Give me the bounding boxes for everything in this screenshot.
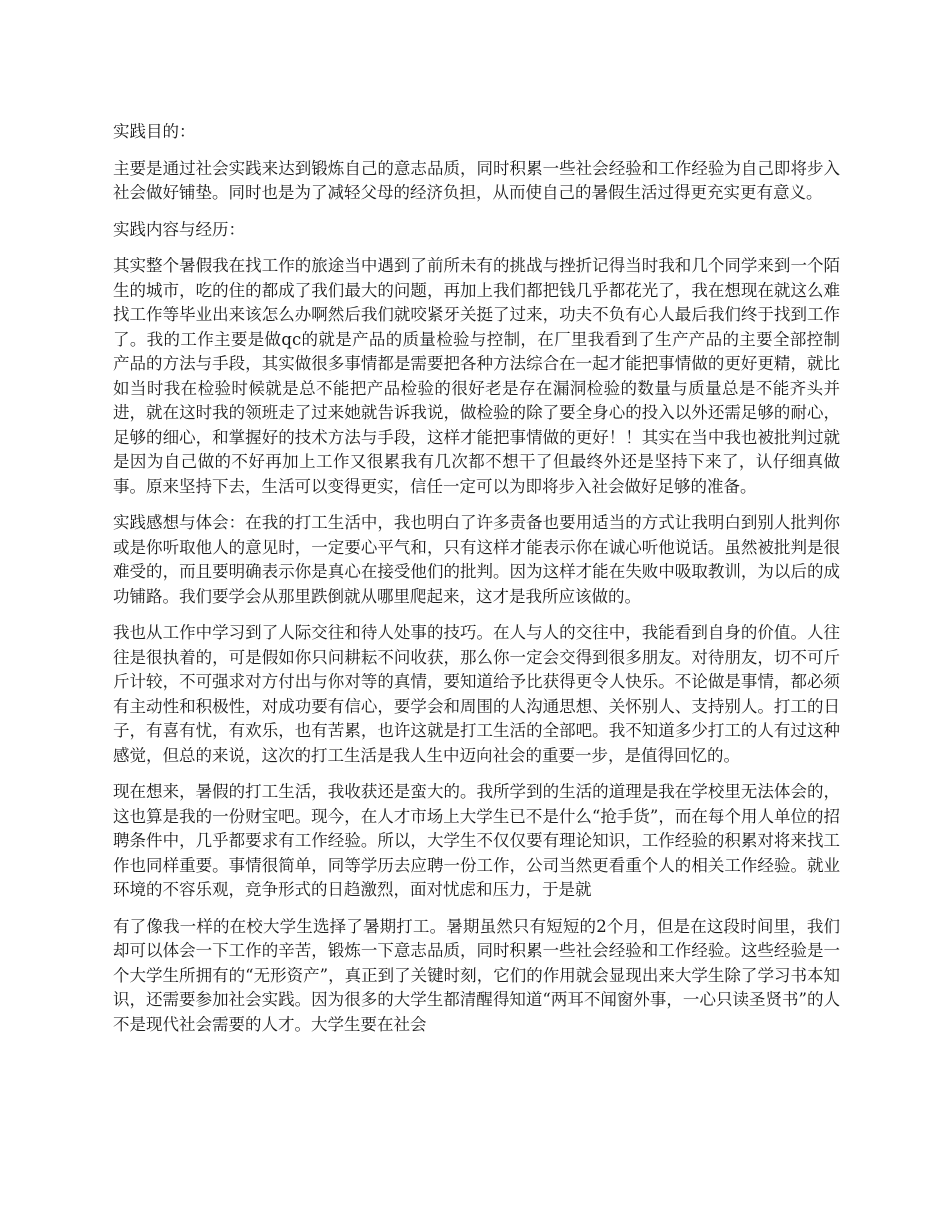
document-page <box>113 120 840 1049</box>
paragraph-content: 其实整个暑假我在找工作的旅途当中遇到了前所未有的挑战与挫折记得当时我和几个同学来到一个陌生的城市，吃的住的都成了我们最大的问题，再加上我们都把钱几乎都花光了，我在想现在就这么难找工作等毕业出来该怎么办啊然后我们就咬紧牙关挺了过来，功夫不负有心人最后我们终于找到工作了。我的工作主要是做qc的就是产品的质量检验与控制，在厂里我看到了生产产品的主要全部控制产品的方法与手段，其实做很多事情都是需要把各种方法综合在一起才能把事情做的更好更精，就比如当时我在检验时候就是总不能把产品检验的很好老是存在漏洞检验的数量与质量总是不能齐头并进，就在这时我的领班走了过来她就告诉我说，做检验的除了要全身心的投入以外还需足够的耐心，足够的细心，和掌握好的技术方法与手段，这样才能把事情做的更好！！其实在当中我也被批判过就是因为自己做的不好再加上工作又很累我有几次都不想干了但最终外还是坚持下来了，认仔细真做事。原来坚持下去，生活可以变得更实，信任一定可以为即将步入社会做好足够的准备。 <box>113 256 840 496</box>
section-heading-content: 实践内容与经历： <box>113 219 245 239</box>
paragraph-interpersonal: 我也从工作中学习到了人际交往和待人处事的技巧。在人与人的交往中，我能看到自身的价值。人往往是很执着的，可是假如你只问耕耘不问收获，那么你一定会交得到很多朋友。对待朋友，切不可斤斤计较，不可强求对方付出与你对等的真情，要知道给予比获得更令人快乐。不论做是事情，都必须有主动性和积极性，对成功要有信心，要学会和周围的人沟通思想、关怀别人、支持别人。打工的日子，有喜有忧，有欢乐，也有苦累，也许这就是打工生活的全部吧。我不知道多少打工的人有过这种感觉，但总的来说，这次的打工生活是我人生中迈向社会的重要一步，是值得回忆的。 <box>113 623 840 765</box>
paragraph-last: 有了像我一样的在校大学生选择了暑期打工。暑期虽然只有短短的2个月，但是在这段时间里，我们却可以体会一下工作的辛苦，锻炼一下意志品质，同时积累一些社会经验和工作经验。这些经验是一个大学生所拥有的“无形资产”，真正到了关键时刻，它们的作用就会显现出来大学生除了学习书本知识，还需要参加社会实践。因为很多的大学生都清醒得知道“两耳不闻窗外事，一心只读圣贤书”的人不是现代社会需要的人才。大学生要在社会 <box>113 916 840 1034</box>
paragraph-reflection: 实践感想与体会：在我的打工生活中，我也明白了许多责备也要用适当的方式让我明白到别人批判你或是你听取他人的意见时，一定要心平气和，只有这样才能表示你在诚心听他说话。虽然被批判是很难受的，而且要明确表示你是真心在接受他们的批判。因为这样才能在失败中吸取教训，为以后的成功铺路。我们要学会从那里跌倒就从哪里爬起来，这才是我所应该做的。 <box>113 513 840 606</box>
paragraph-now: 现在想来，暑假的打工生活，我收获还是蛮大的。我所学到的生活的道理是我在学校里无法体会的，这也算是我的一份财宝吧。现今，在人才市场上大学生已不是什么“抢手货”，而在每个用人单位的招聘条件中，几乎都要求有工作经验。所以，大学生不仅仅要有理论知识，工作经验的积累对将来找工作也同样重要。事情很简单，同等学历去应聘一份工作，公司当然更看重个人的相关工作经验。就业环境的不容乐观，竞争形式的日趋激烈，面对忧虑和压力，于是就 <box>113 782 840 899</box>
paragraph-purpose: 主要是通过社会实践来达到锻炼自己的意志品质，同时积累一些社会经验和工作经验为自己即将步入社会做好铺垫。同时也是为了减轻父母的经济负担，从而使自己的暑假生活过得更充实更有意义。 <box>113 158 840 202</box>
section-heading-purpose: 实践目的： <box>113 122 196 141</box>
